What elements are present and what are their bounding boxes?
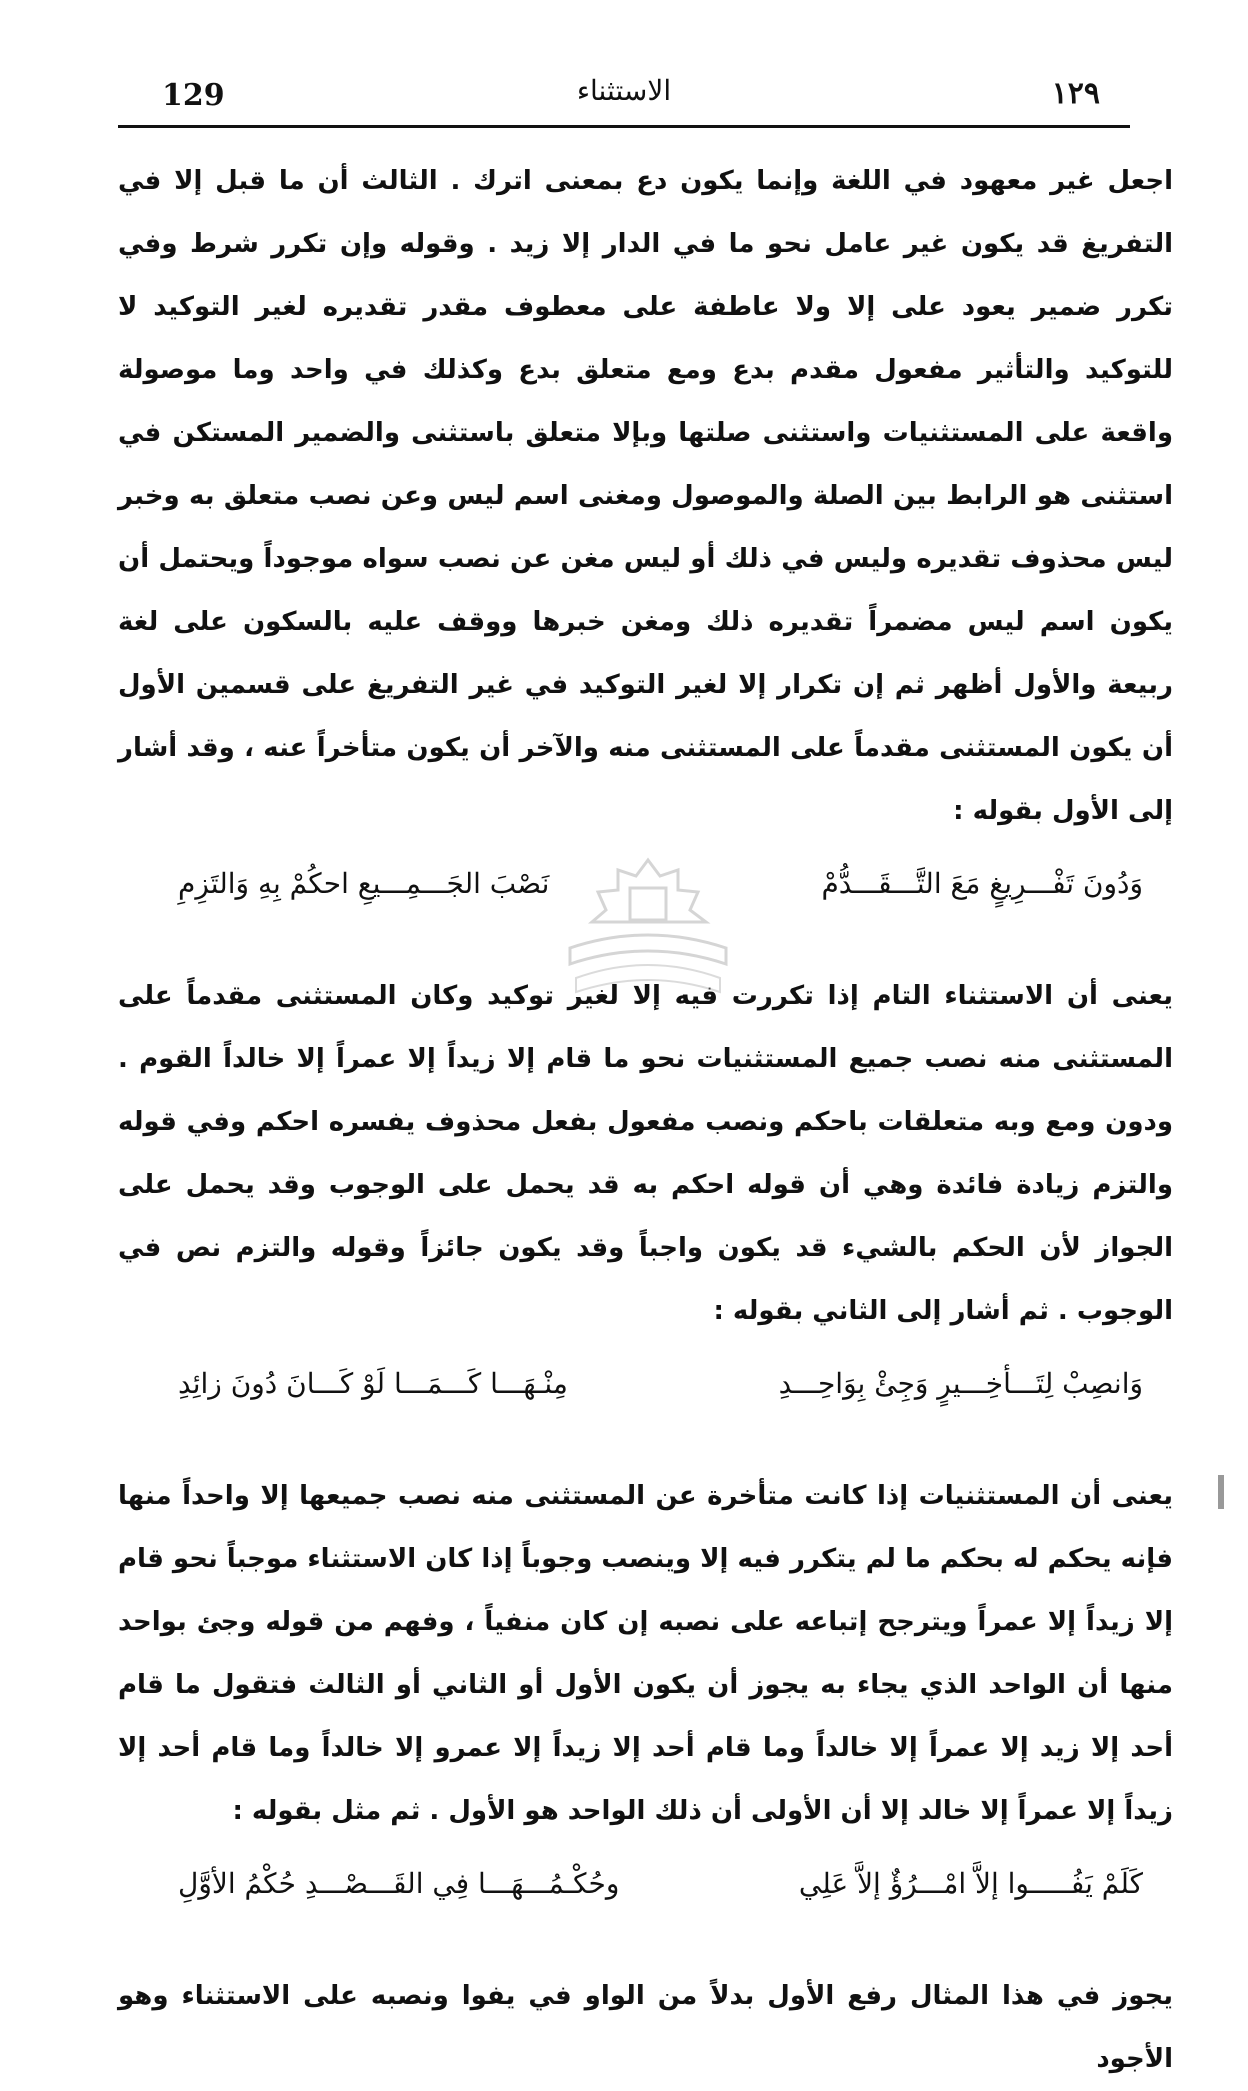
watermark-stamp-icon [556, 852, 741, 1024]
verse-hemistich-first: كَلَمْ يَفُـــــوا إلاَّ امْـــرُؤٌ إلاَّ عَلِي [798, 1867, 1143, 1900]
verse-line-3 [118, 1843, 1173, 1925]
verse-hemistich-second: مِنْـهَـــا كَـــمَـــا لَوْ كَـــانَ دُونَ زائِدِ [178, 1367, 568, 1400]
page-body [118, 150, 1173, 2091]
margin-mark [1218, 1475, 1224, 1509]
verse-hemistich-second: وحُكْـمُـــهَـــا فِي القَـــصْـــدِ حُكْمُ الأوَّلِ [178, 1867, 620, 1900]
verse-hemistich-first: وَانصِبْ لِتَـــأخِـــيرٍ وَجِئْ بِوَاحِـــدِ [778, 1367, 1143, 1400]
verse-hemistich-second: نَصْبَ الجَـــمِـــيعِ احكُمْ بِهِ وَالتَزِمِ [178, 867, 550, 900]
header-rule [118, 125, 1130, 128]
paragraph-2: يعنى أن الاستثناء التام إذا تكررت فيه إلا لغير توكيد وكان المستثنى مقدماً على المستثنى منه نصب جميع المستثنيات نحو ما قام إلا زيداً إلا عمراً إلا خالداً القوم . ودون ومع وبه متعلقات باحكم ونصب مفعول بفعل محذوف يفسره احكم وفي قوله والتزم زيادة فائدة وهي أن قوله احكم به قد يحمل على الوجوب وقد يحمل على الجواز لأن الحكم بالشيء قد يكون واجباً وقد يكون جائزاً وقوله والتزم نص في الوجوب . ثم أشار إلى الثاني بقوله : [118, 981, 1173, 1326]
running-title: الاستثناء [576, 74, 672, 107]
paragraph-1: اجعل غير معهود في اللغة وإنما يكون دع بمعنى اترك . الثالث أن ما قبل إلا في التفريغ قد يكون غير عامل نحو ما في الدار إلا زيد . وقوله وإن تكرر شرط وفي تكرر ضمير يعود على إلا ولا عاطفة على معطوف مقدر تقديره لغير التوكيد لا للتوكيد والتأثير مفعول مقدم بدع ومع متعلق بدع وكذلك في واحد وما موصولة واقعة على المستثنيات واستثنى صلتها وبإلا متعلق باستثنى والضمير المستكن في استثنى هو الرابط بين الصلة والموصول ومغنى اسم ليس وعن نصب متعلق به وخبر ليس محذوف تقديره وليس في ذلك أو ليس مغن عن نصب سواه موجوداً ويحتمل أن يكون اسم ليس مضمراً تقديره ذلك ومغن خبرها ووقف عليه بالسكون على لغة ربيعة والأول أظهر ثم إن تكرار إلا لغير التوكيد في غير التفريغ على قسمين الأول أن يكون المستثنى مقدماً على المستثنى منه والآخر أن يكون متأخراً عنه ، وقد أشار إلى الأول بقوله : [118, 166, 1173, 826]
paragraph-3: يعنى أن المستثنيات إذا كانت متأخرة عن المستثنى منه نصب جميعها إلا واحداً منها فإنه يحكم له بحكم ما لم يتكرر فيه إلا وينصب وجوباً إذا كان الاستثناء موجباً نحو قام إلا زيداً إلا عمراً ويترجح إتباعه على نصبه إن كان منفياً ، وفهم من قوله وجئ بواحد منها أن الواحد الذي يجاء به يجوز أن يكون الأول أو الثاني أو الثالث فتقول ما قام أحد إلا زيد إلا عمراً إلا خالداً وما قام أحد إلا زيداً إلا عمرو إلا خالداً وما قام أحد إلا زيداً إلا عمراً إلا خالد إلا أن الأولى أن ذلك الواحد هو الأول . ثم مثل بقوله : [118, 1481, 1173, 1826]
page-number-latin: 129 [162, 78, 225, 113]
verse-line-2 [118, 1343, 1173, 1425]
verse-hemistich-first: وَدُونَ تَفْـــرِيغٍ مَعَ التَّـــقَـــدُّمْ [821, 867, 1143, 900]
page-header [118, 66, 1130, 128]
paragraph-4: يجوز في هذا المثال رفع الأول بدلاً من الواو في يفوا ونصبه على الاستثناء وهو الأجود [118, 1981, 1173, 2074]
page-number-arabic: ١٢٩ [1051, 76, 1100, 111]
